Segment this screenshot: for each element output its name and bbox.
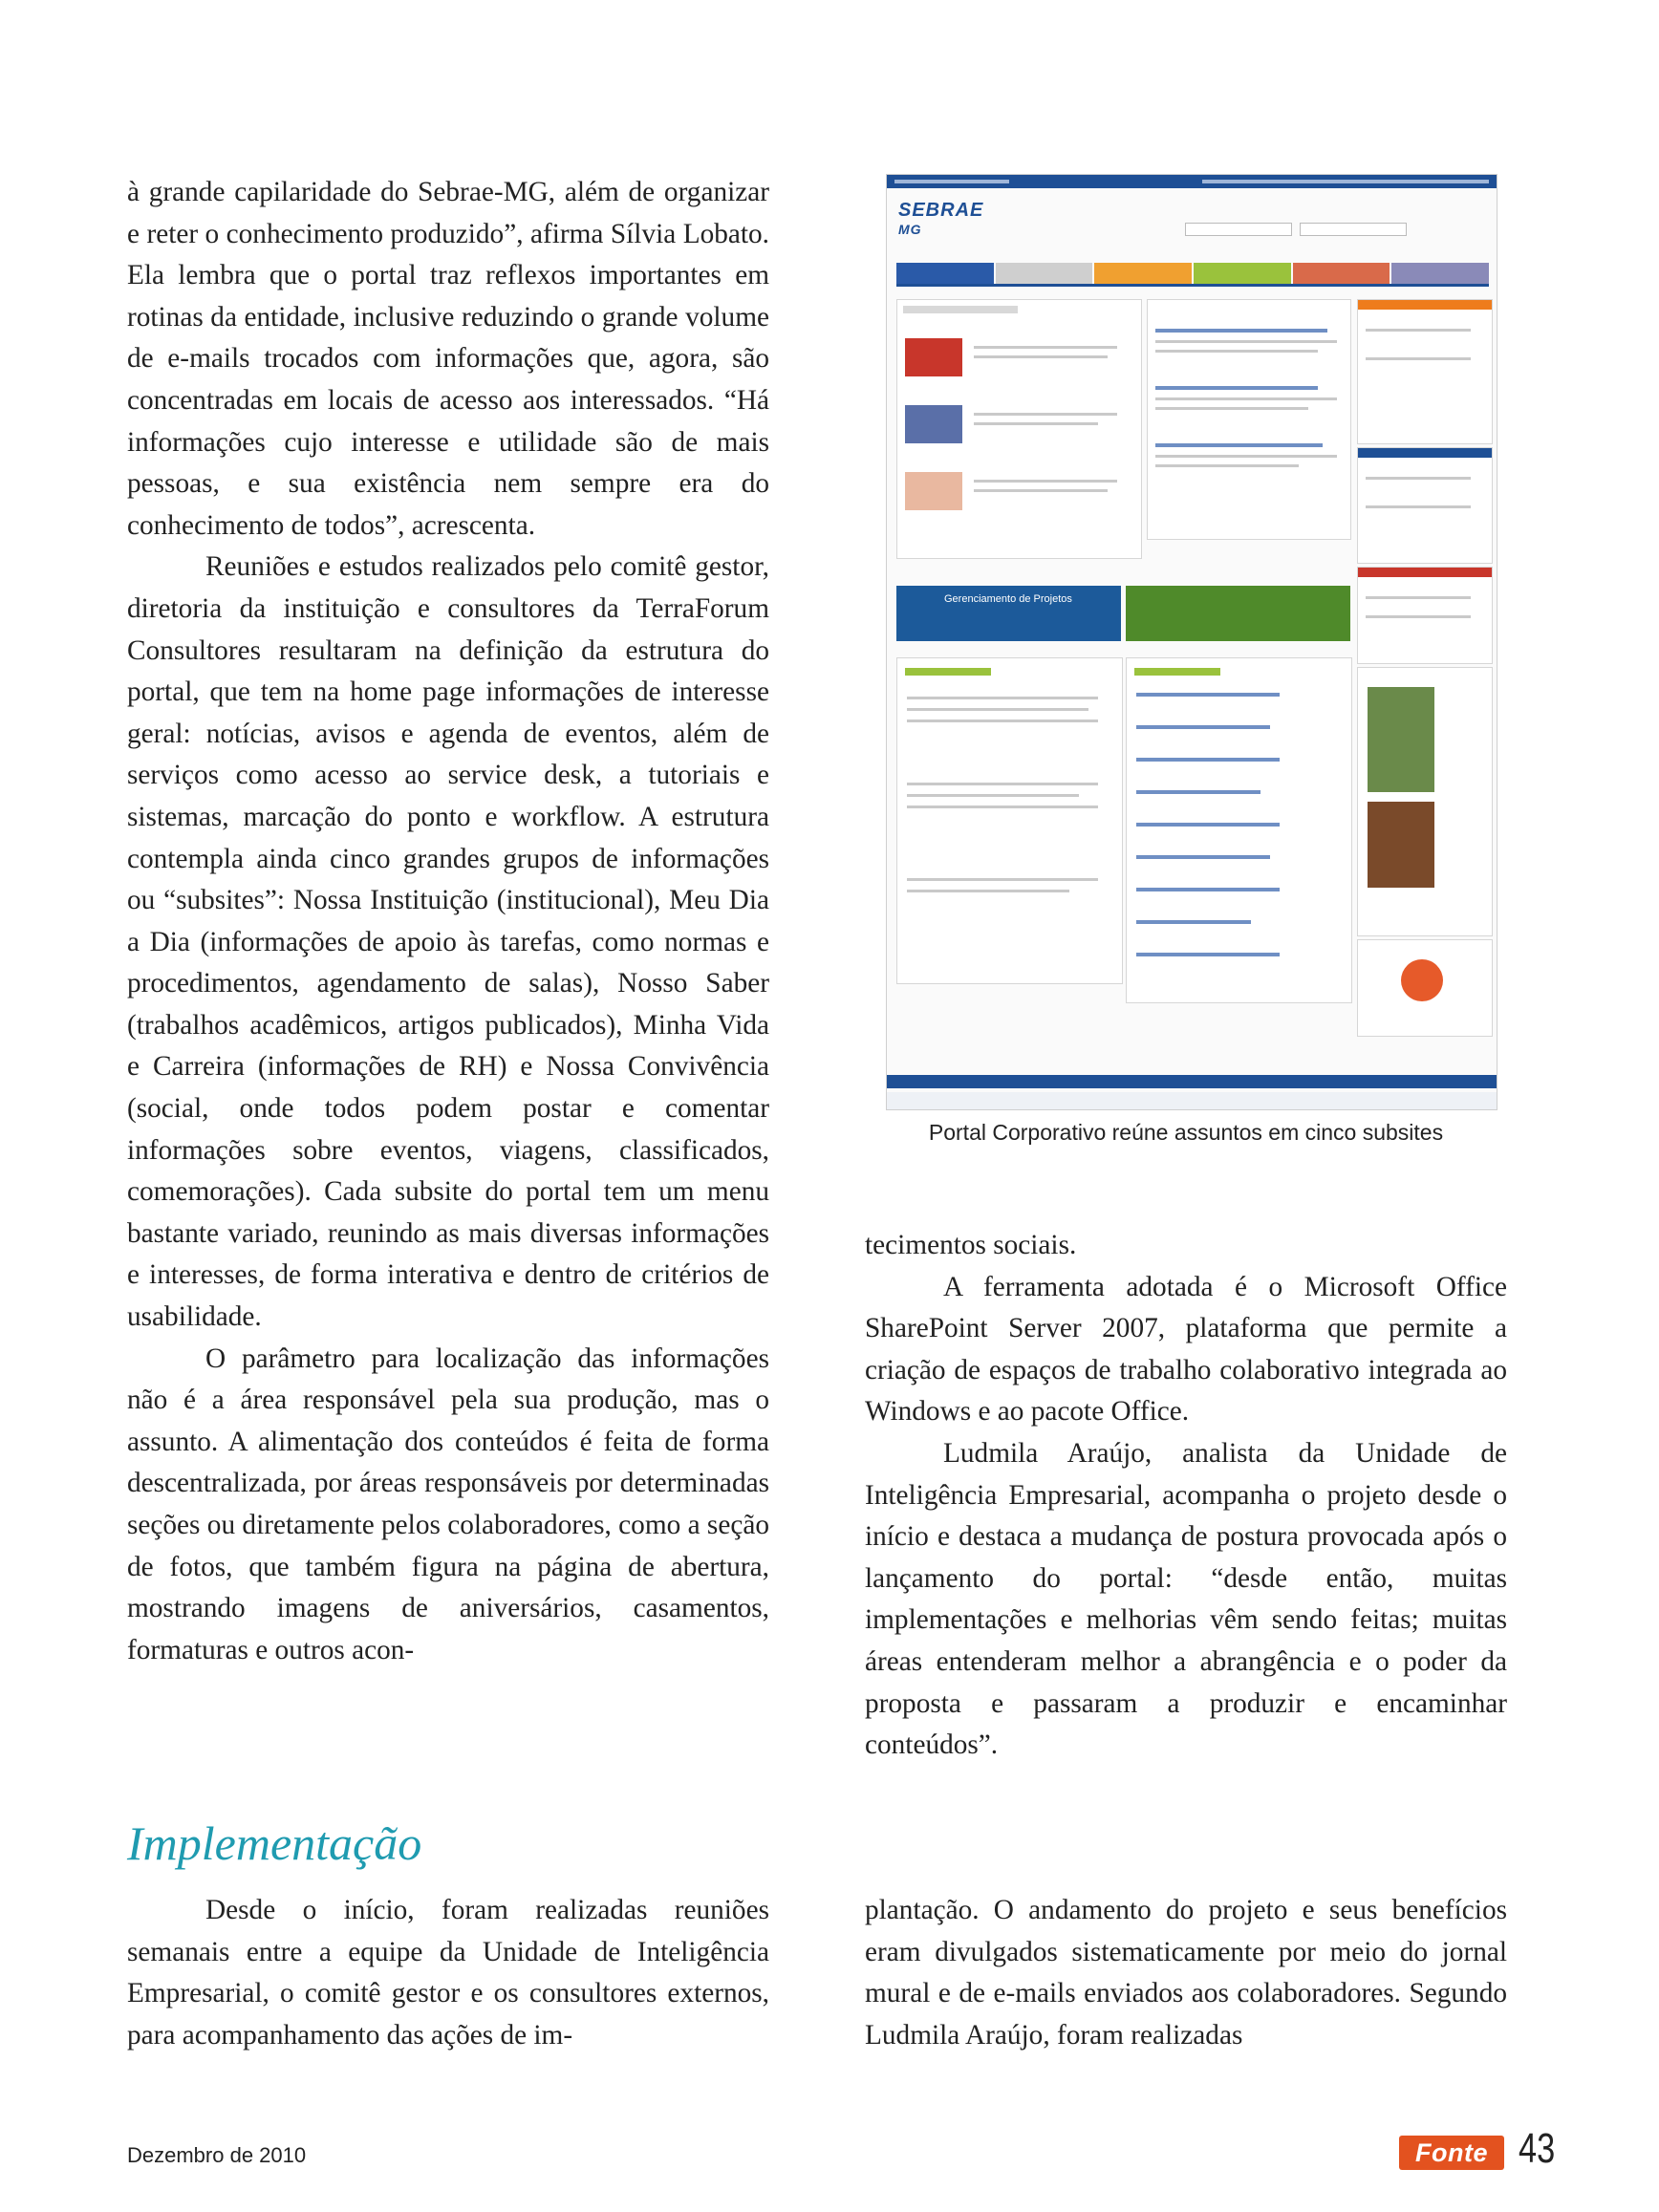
fonte-logo [1399,2136,1504,2170]
portal-news-block [896,299,1142,559]
portal-agenda-block [1126,657,1352,1003]
portal-updates-block [896,657,1123,984]
article-column-left-bottom [127,1890,769,2056]
article-column-right-top [865,1225,1507,1767]
portal-search-input [1185,223,1292,236]
portal-banner: Gerenciamento de Projetos [896,586,1121,641]
portal-photos-block [1357,667,1493,936]
article-column-right-bottom [865,1890,1507,2056]
portal-topbar [887,175,1497,188]
paragraph: Ludmila Araújo, analista da Unidade de Inteligência Empresarial, acompanha o projeto desde o início e destaca a mudança de postura provocada após o lançamento do portal: “desde então, muitas implementações e melhorias vêm sendo feitas; muitas áreas entenderam melhor a abrangência e o poder da proposta e passaram a produzir e encaminhar conteúdos”. [865,1437,1507,1761]
section-heading: Implementação [127,1816,422,1870]
paragraph: A ferramenta adotada é o Microsoft Office SharePoint Server 2007, plataforma que permite a criação de espaços de trabalho colaborativo integrada ao Windows e ao pacote Office. [865,1271,1507,1428]
portal-screenshot [886,174,1497,1110]
paragraph: tecimentos sociais. [865,1230,1077,1260]
footer-date: Dezembro de 2010 [127,2143,307,2167]
paragraph: Desde o início, foram realizadas reuniões semanais entre a equipe da Unidade de Inteligência Empresarial, o comitê gestor e os consultores externos, para acompanhamento das ações de im- [127,1895,769,2051]
paragraph: à grande capilaridade do Sebrae-MG, além de organizar e reter o conhecimento produzido”, afirma Sílvia Lobato. Ela lembra que o portal traz reflexos importantes em rotinas da entidade, inclusive reduzindo o grande volume de e-mails trocados com informações que, agora, são concentradas em locais de acesso aos interessados. “Há informações cujo interesse e utilidade são de mais pessoas, e sua existência nem sempre era do conhecimento de todos”, acrescenta. [127,177,769,541]
portal-email-block [1357,939,1493,1037]
portal-sidebar-block [1357,447,1493,564]
figure-caption: Portal Corporativo reúne assuntos em cinco subsites [928,1120,1444,1145]
portal-footer [887,1075,1497,1088]
portal-nav [896,263,1489,284]
portal-sidebar-block [1357,299,1493,444]
portal-notices-block [1147,299,1351,540]
sebrae-logo: SEBRAE MG [898,200,984,237]
brand-name: Fonte [1415,2137,1488,2167]
article-column-left-top [127,172,769,1671]
paragraph: plantação. O andamento do projeto e seus benefícios eram divulgados sistematicamente por meio do jornal mural e de e-mails enviados aos colaboradores. Segundo Ludmila Araújo, foram realizadas [865,1895,1507,2051]
paragraph: O parâmetro para localização das informações não é a área responsável pela sua produção, mas o assunto. A alimentação dos conteúdos é feita de forma descentralizada, por áreas responsáveis por determinadas seções ou diretamente pelos colaboradores, como a seção de fotos, que também figura na página de abertura, mostrando imagens de aniversários, casamentos, formaturas e outros acon- [127,1342,769,1665]
portal-footer [887,1092,1497,1109]
portal-search-input [1300,223,1407,236]
portal-banner [1126,586,1350,641]
page-number: 43 [1519,2125,1556,2172]
paragraph: Reuniões e estudos realizados pelo comitê gestor, diretoria da instituição e consultores da TerraForum Consultores resultaram na definição da estrutura do portal, que tem na home page informações de interesse geral: notícias, avisos e agenda de eventos, além de serviços como acesso ao service desk, a tutoriais e sistemas, marcação do ponto e workflow. A estrutura contempla ainda cinco grandes grupos de informações ou “subsites”: Nossa Instituição (institucional), Meu Dia a Dia (informações de apoio às tarefas, como normas e procedimentos, agendamento de salas), Nosso Saber (trabalhos acadêmicos, artigos publicados), Minha Vida e Carreira (informações de RH) e Nossa Convivência (social, onde todos podem postar e comentar informações sobre eventos, viagens, classificados, comemorações). Cada subsite do portal tem um menu bastante variado, reunindo as mais diversas informações e interesses, de forma interativa e dentro de critérios de usabilidade. [127,551,769,1333]
portal-sidebar-block [1357,567,1493,664]
